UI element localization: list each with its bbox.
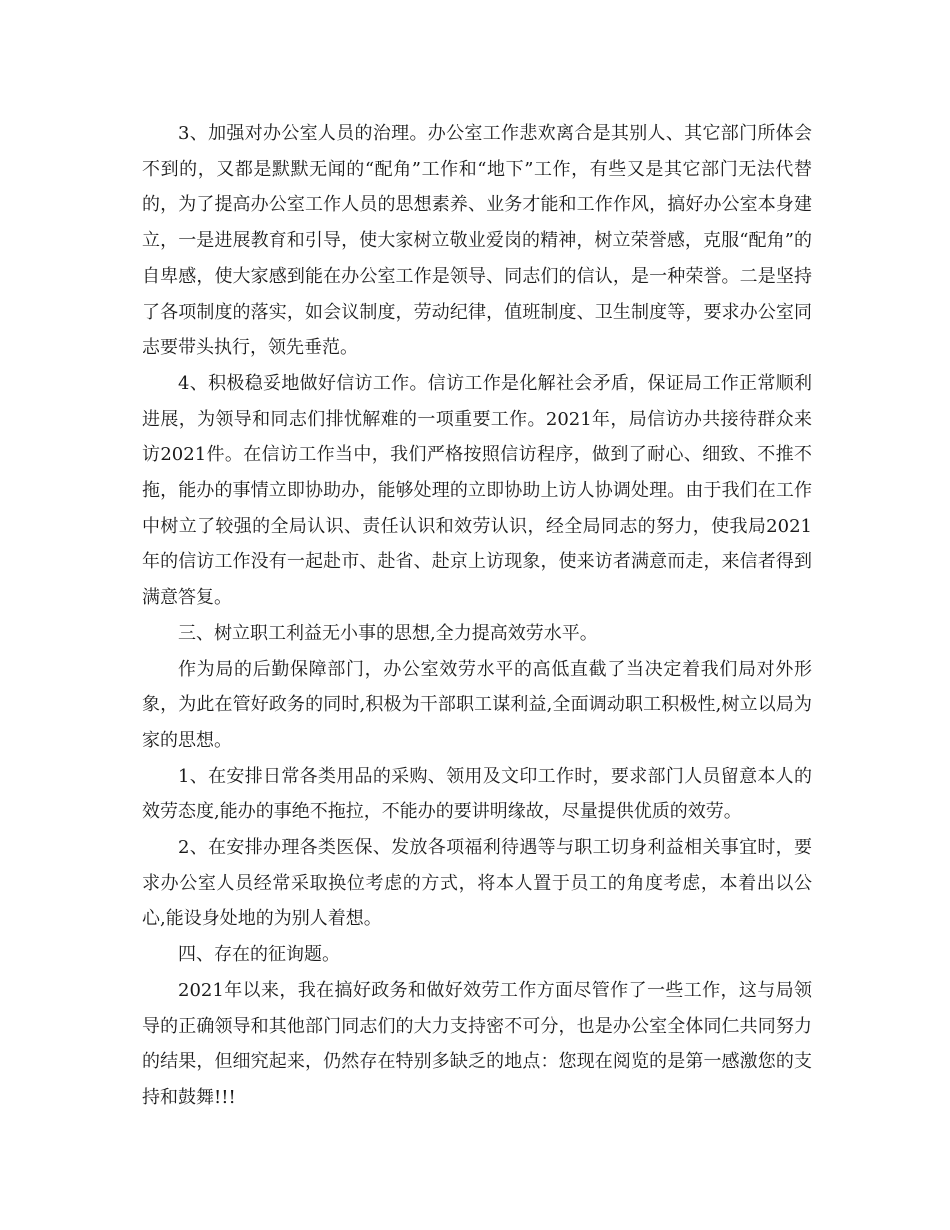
section-heading-staff-interests: 三、树立职工利益无小事的思想,全力提高效劳水平。 (178, 622, 598, 644)
paragraph-summary-2021: 2021年以来，我在搞好政务和做好效劳工作方面尽管作了一些工作，这与局领导的正确领导和其他部门同志们的大力支持密不可分，也是办公室全体同仁共同努力的结果，但细究起来，仍然存在特别多缺乏的地点：您现在阅览的是第一感激您的支持和鼓舞!!! (142, 979, 812, 1108)
paragraph-logistics-department: 作为局的后勤保障部门，办公室效劳水平的高低直截了当决定着我们局对外形象，为此在管好政务的同时,积极为干部职工谋利益,全面调动职工积极性,树立以局为家的思想。 (142, 658, 812, 751)
paragraph-medical-welfare: 2、在安排办理各类医保、发放各项福利待遇等与职工切身利益相关事宜时，要求办公室人员经常采取换位考虑的方式，将本人置于员工的角度考虑，本着出以公心,能设身处地的为别人着想。 (142, 837, 812, 930)
paragraph-daily-supplies: 1、在安排日常各类用品的采购、领用及文印工作时，要求部门人员留意本人的效劳态度,能办的事绝不拖拉，不能办的要讲明缘故，尽量提供优质的效劳。 (142, 765, 812, 823)
paragraph-petition-work: 4、积极稳妥地做好信访工作。信访工作是化解社会矛盾，保证局工作正常顺利进展，为领导和同志们排忧解难的一项重要工作。2021年，局信访办共接待群众来访2021件。在信访工作当中，我们严格按照信访程序，做到了耐心、细致、不推不拖，能办的事情立即协助办，能够处理的立即协助上访人协调处理。由于我们在工作中树立了较强的全局认识、责任认识和效劳认识，经全局同志的努力，使我局2021年的信访工作没有一起赴市、赴省、赴京上访现象，使来访者满意而走，来信者得到满意答复。 (142, 372, 812, 609)
document-body (142, 116, 812, 1116)
section-heading-existing-problems: 四、存在的征询题。 (178, 944, 340, 966)
paragraph-office-staff-management: 3、加强对办公室人员的治理。办公室工作悲欢离合是其别人、其它部门所体会不到的，又都是默默无闻的“配角”工作和“地下”工作，有些又是其它部门无法代替的，为了提高办公室工作人员的思想素养、业务才能和工作作风，搞好办公室本身建立，一是进展教育和引导，使大家树立敬业爱岗的精神，树立荣誉感，克服“配角”的自卑感，使大家感到能在办公室工作是领导、同志们的信认，是一种荣誉。二是坚持了各项制度的落实，如会议制度，劳动纪律，值班制度、卫生制度等，要求办公室同志要带头执行，领先垂范。 (142, 123, 812, 359)
